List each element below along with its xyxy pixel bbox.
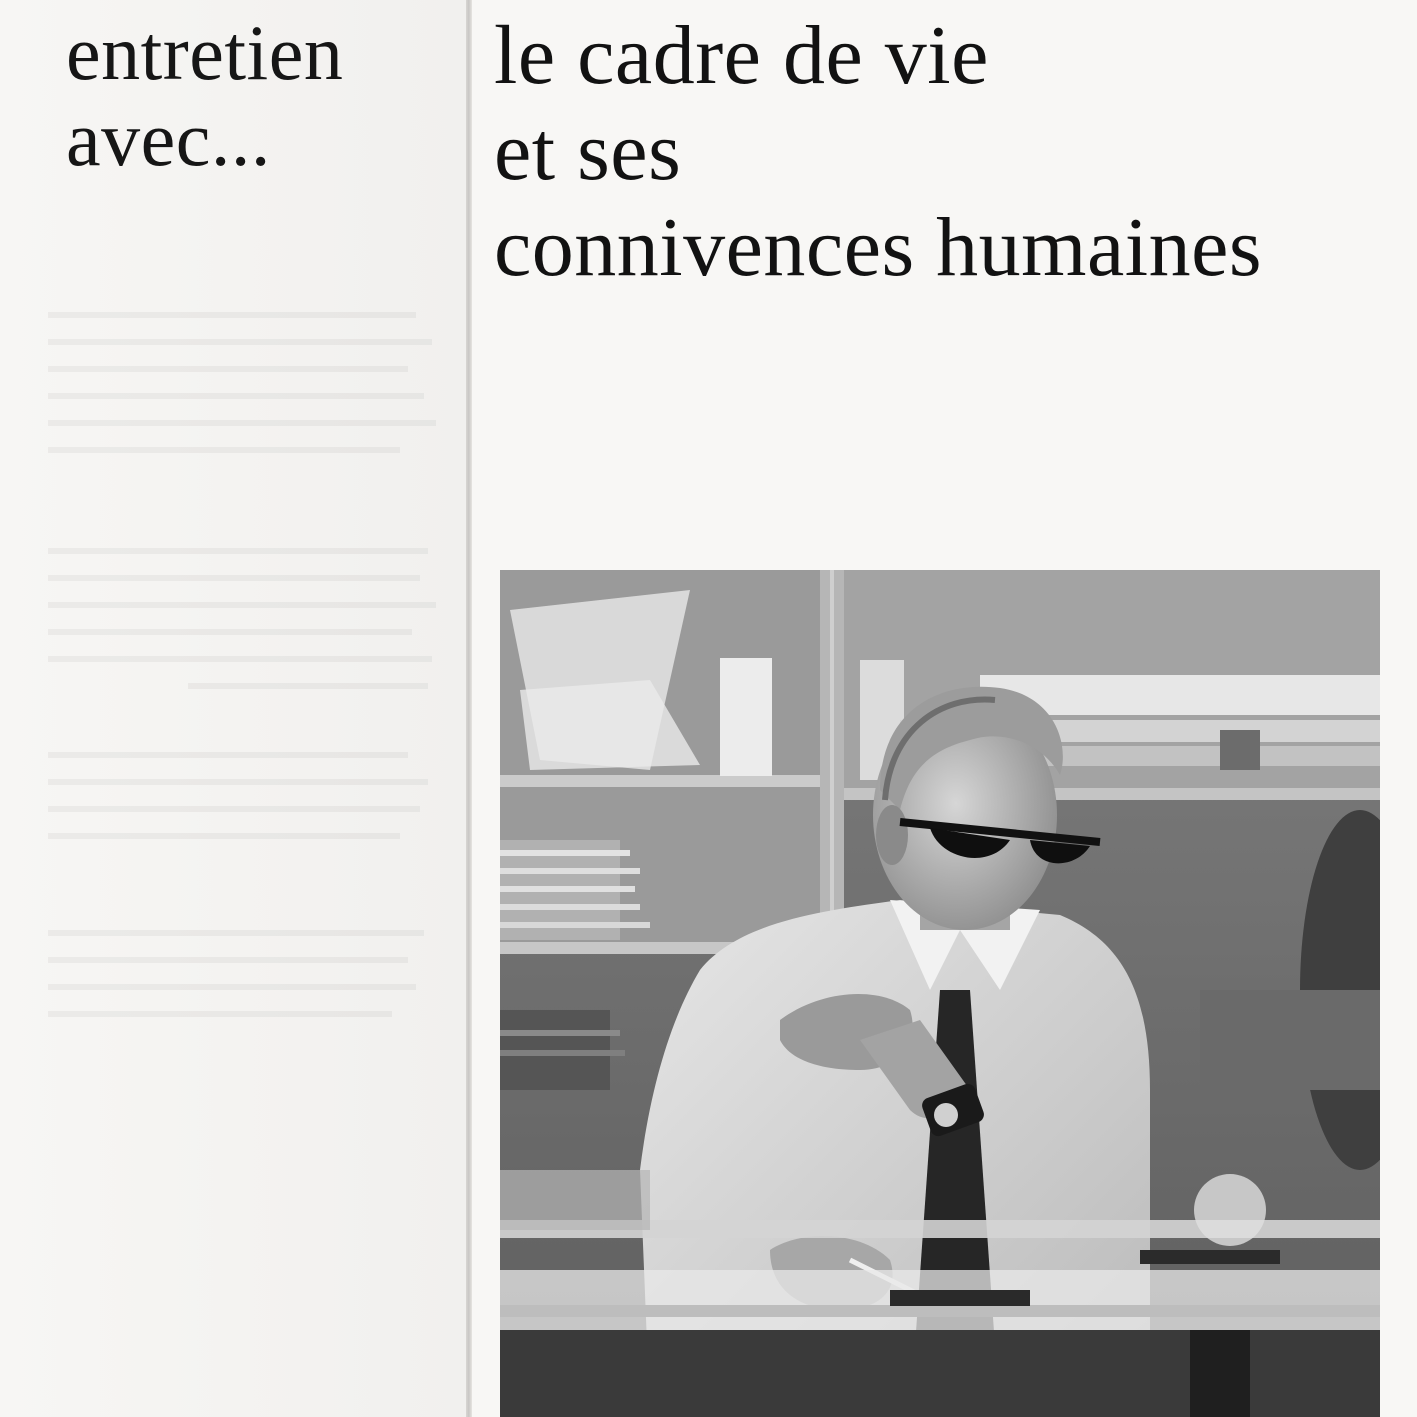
show-through-block-3 — [48, 752, 448, 860]
kicker-line-1: entretien — [66, 9, 344, 96]
kicker-line-2: avec... — [66, 95, 271, 182]
show-through-block-2 — [48, 548, 448, 710]
article-headline — [494, 8, 1262, 296]
headline-line-1: le cadre de vie — [494, 9, 989, 102]
left-page — [0, 0, 468, 1417]
portrait-photo — [500, 570, 1380, 1417]
kicker-title — [66, 10, 343, 182]
show-through-block-1 — [48, 312, 448, 474]
headline-line-3: connivences humaines — [494, 201, 1263, 294]
photo-illustration — [500, 570, 1380, 1417]
show-through-block-4 — [48, 930, 448, 1038]
headline-line-2: et ses — [494, 105, 682, 198]
